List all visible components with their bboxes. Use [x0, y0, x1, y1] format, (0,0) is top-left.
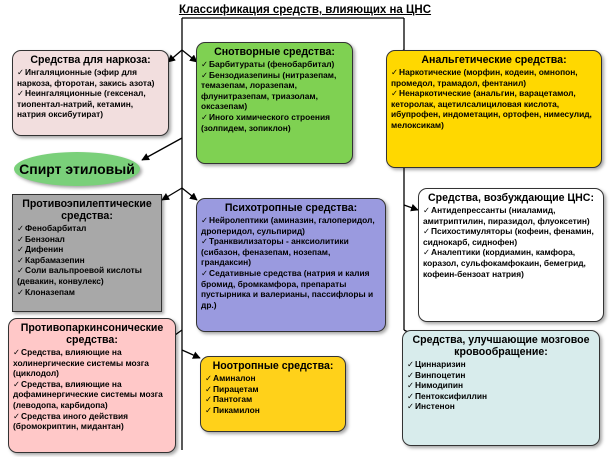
cerebral-item: ✓ Циннаризин — [407, 359, 595, 370]
nootropic-item: ✓ Пантогам — [205, 394, 341, 405]
narcosis-heading: Средства для наркоза: — [30, 54, 151, 66]
alcohol-ellipse: Спирт этиловый — [14, 152, 140, 186]
hypnotic-heading: Снотворные средства: — [214, 46, 335, 58]
narcosis-box — [12, 50, 169, 136]
stimulant-item: ✓ Антидепрессанты (ниаламид, амитриптилин, пиразидол, флуоксетин) — [423, 205, 599, 226]
arrow-to-alcohol — [142, 138, 182, 160]
cerebral-heading: Средства, улучшающие мозговое кровообращение: — [412, 334, 590, 358]
narcosis-item: ✓ Неингаляционные (гексенал, тиопентал-натрий, кетамин, натрия оксибутират) — [17, 88, 164, 120]
cerebral-item: ✓ Инстенон — [407, 401, 595, 412]
antiparkinson-item: ✓ Средства, влияющие на дофаминергические системы мозга (леводопа, карбидопа) — [13, 379, 171, 411]
arrow-to-psychotropic — [182, 188, 197, 200]
antiepileptic-item: ✓ Фенобарбитал — [17, 223, 157, 234]
antiepileptic-item: ✓ Карбамазепин — [17, 255, 157, 266]
hypnotic-item: ✓ Барбитураты (фенобарбитал) — [201, 59, 348, 70]
psychotropic-item: ✓ Транквилизаторы - анксиолитики (сибазон, феназепам, нозепам, грандаксин) — [201, 236, 381, 268]
antiepileptic-item: ✓ Дифенин — [17, 244, 157, 255]
cerebral-item: ✓ Нимодипин — [407, 380, 595, 391]
antiparkinson-box — [8, 318, 176, 453]
nootropic-heading: Ноотропные средства: — [212, 360, 334, 372]
psychotropic-item: ✓ Седативные средства (натрия и калия бромид, бромкамфора, препараты пустырника и валерианы, пассифлоры и др.) — [201, 268, 381, 310]
antiparkinson-item: ✓ Средства иного действия (бромокриптин, мидантан) — [13, 411, 171, 432]
stimulant-heading: Средства, возбуждающие ЦНС: — [428, 192, 594, 204]
stimulant-item: ✓ Психостимуляторы (кофеин, фенамин, сиднокарб, сиднофен) — [423, 226, 599, 247]
analeptic-item: ✓ Ненаркотические (анальгин, варацетамол, кеторолак, ацетилсалициловая кислота, ибупрофен, индометацин, ортофен, нимесулид, мелоксикам) — [391, 88, 597, 130]
diagram-title: Классификация средств, влияющих на ЦНС — [178, 4, 432, 16]
nootropic-box — [200, 356, 346, 432]
psychotropic-heading: Психотропные средства: — [224, 202, 358, 214]
arrow-to-nootropic — [182, 350, 200, 358]
hypnotic-item: ✓ Бензодиазепины (нитразепам, темазепам, лоразепам, флунитразепам, триазолам, оксазепам) — [201, 70, 348, 112]
nootropic-item: ✓ Аминалон — [205, 373, 341, 384]
antiepileptic-box — [12, 194, 162, 312]
narcosis-item: ✓ Ингаляционные (эфир для наркоза, фторотан, закись азота) — [17, 67, 164, 88]
arrow-to-stimulant — [404, 205, 418, 210]
cerebral-box — [402, 330, 600, 446]
psychotropic-item: ✓ Нейролептики (аминазин, галоперидол, дроперидол, сульпирид) — [201, 215, 381, 236]
hypnotic-item: ✓ Иного химического строения (золпидем, зопиклон) — [201, 112, 348, 133]
analeptic-box — [386, 50, 602, 168]
hypnotic-box — [196, 42, 353, 164]
antiepileptic-item: ✓ Бензонал — [17, 234, 157, 245]
antiepileptic-item: ✓ Соли вальпроевой кислоты (девакин, конвулекс) — [17, 265, 157, 286]
cerebral-item: ✓ Винпоцетин — [407, 370, 595, 381]
arrow-to-antiepileptic — [162, 188, 182, 200]
arrow-to-narcosis — [168, 50, 182, 62]
analeptic-item: ✓ Наркотические (морфин, кодеин, омнопон, промедол, трамадол, фентанил) — [391, 67, 597, 88]
antiparkinson-item: ✓ Средства, влияющие на холинергические системы мозга (циклодол) — [13, 347, 171, 379]
stimulant-box — [418, 188, 604, 322]
stimulant-item: ✓ Аналептики (кордиамин, камфора, коразол, сульфокамфокаин, бемегрид, кофеин-бензоат натрия) — [423, 247, 599, 279]
nootropic-item: ✓ Пикамилон — [205, 405, 341, 416]
antiparkinson-heading: Противопаркинсонические средства: — [20, 322, 164, 346]
nootropic-item: ✓ Пирацетам — [205, 384, 341, 395]
antiepileptic-item: ✓ Клоназепам — [17, 287, 157, 298]
analeptic-heading: Анальгетические средства: — [421, 54, 567, 66]
arrow-to-hypnotic — [182, 50, 197, 62]
psychotropic-box — [196, 198, 386, 332]
cerebral-item: ✓ Пентоксифиллин — [407, 391, 595, 402]
antiepileptic-heading: Противоэпилептические средства: — [22, 198, 152, 222]
